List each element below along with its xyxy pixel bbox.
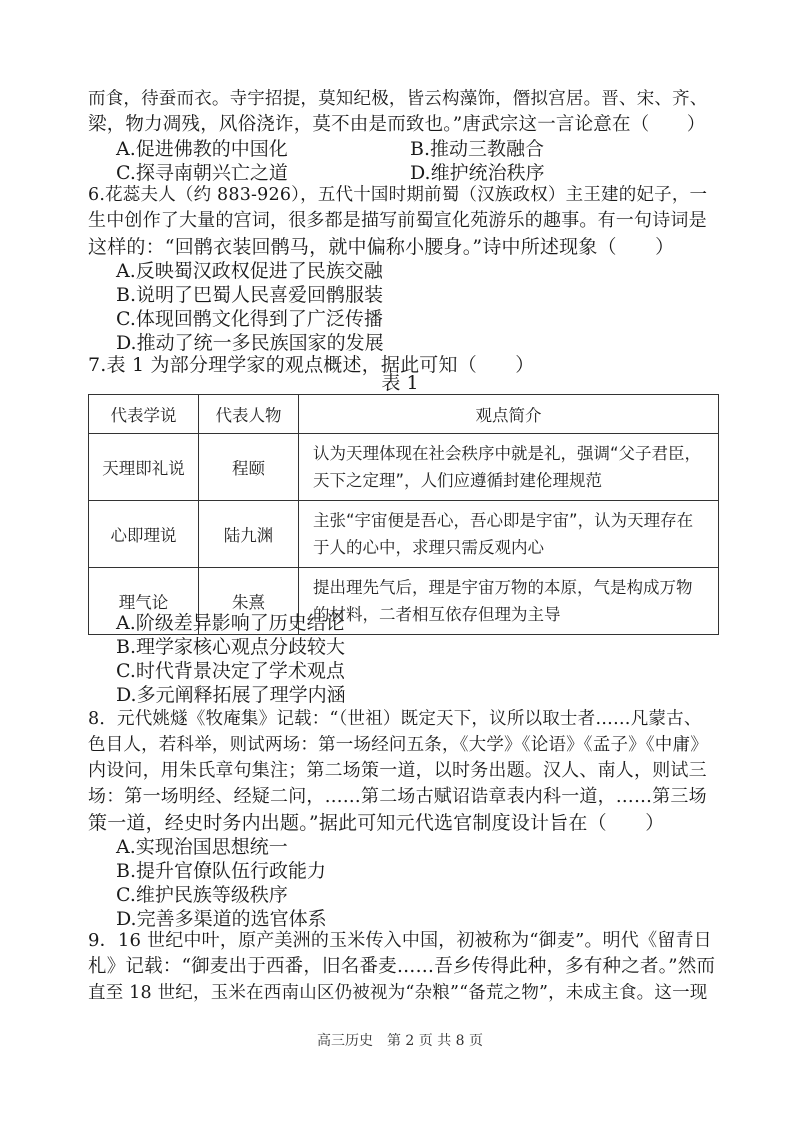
header-figure: 代表人物 [199,395,299,434]
q7-option-d: D.多元阐释拓展了理学内涵 [116,684,346,706]
q8-option-d: D.完善多渠道的选官体系 [116,908,327,930]
q7-option-b: B.理学家核心观点分歧较大 [116,636,346,658]
table-row [89,434,719,501]
q9-stem-line-2: 札》记载：“御麦出于西番，旧名番麦……吾乡传得此种，多有种之者。”然而 [88,956,716,977]
q8-stem-line-2: 色目人，若科举，则试两场：第一场经问五条，《大学》《论语》《孟子》《中庸》 [88,735,708,755]
q6-stem-line-1: 6.花蕊夫人（约 883-926），五代十国时期前蜀（汉族政权）主王建的妃子，一 [88,185,708,205]
q7-option-a: A.阶级差异影响了历史结论 [116,612,345,634]
q8-stem-line-5: 策一道，经史时务内出题。”据此可知元代选官制度设计旨在（ ） [88,812,665,834]
q8-stem-line-4: 场：第一场明经、经疑二问，……第二场古赋诏诰章表内科一道，……第三场 [88,786,707,807]
cell-summary: 提出理先气后，理是宇宙万物的本原，气是构成万物的材料，二者相互依存但理为主导 [299,568,719,635]
q8-option-b: B.提升官僚队伍行政能力 [116,860,327,882]
q6-stem-line-2: 生中创作了大量的宫词，很多都是描写前蜀宣化苑游乐的趣事。有一句诗词是 [88,210,707,231]
cell-summary: 主张“宇宙便是吾心，吾心即是宇宙”，认为天理存在于人的心中，求理只需反观内心 [299,501,719,568]
q5-option-b: B.推动三教融合 [410,138,545,160]
q5-option-d: D.维护统治秩序 [410,162,545,184]
q5-option-c: C.探寻南朝兴亡之道 [116,162,288,184]
q6-stem-line-3: 这样的：“回鹘衣装回鹘马，就中偏称小腰身。”诗中所述现象（ ） [88,236,675,258]
q6-option-d: D.推动了统一多民族国家的发展 [116,332,384,354]
q8-stem-line-1: 8．元代姚燧《牧庵集》记载：“（世祖）既定天下，议所以取士者……凡蒙古、 [88,709,702,729]
q5-stem-line-2: 梁，物力凋残，风俗浇诈，莫不由是而致也。”唐武宗这一言论意在（ ） [88,114,706,135]
cell-school: 心即理说 [89,501,199,568]
q8-stem-line-3: 内设问，用朱氏章句集注；第二场策一道，以时务出题。汉人、南人，则试三 [88,760,707,781]
q6-option-b: B.说明了巴蜀人民喜爱回鹘服装 [116,284,384,306]
header-school: 代表学说 [89,395,199,434]
q5-option-a: A.促进佛教的中国化 [116,138,288,160]
table-caption: 表 1 [381,372,419,394]
table-header-row [89,395,719,434]
cell-school: 天理即礼说 [89,434,199,501]
cell-school: 理气论 [89,568,199,635]
q7-stem: 7.表 1 为部分理学家的观点概述，据此可知（ ） [88,354,535,376]
q6-option-c: C.体现回鹘文化得到了广泛传播 [116,308,383,330]
cell-figure: 朱熹 [199,568,299,635]
q9-stem-line-1: 9．16 世纪中叶，原产美洲的玉米传入中国，初被称为“御麦”。明代《留青日 [88,930,712,951]
q5-stem-line-1: 而食，待蚕而衣。寺宇招提，莫知纪极，皆云构藻饰，僭拟宫居。晋、宋、齐、 [88,89,708,109]
theory-table [88,394,719,635]
cell-figure: 程颐 [199,434,299,501]
table-row [89,501,719,568]
cell-figure: 陆九渊 [199,501,299,568]
q7-option-c: C.时代背景决定了学术观点 [116,660,345,682]
q6-option-a: A.反映蜀汉政权促进了民族交融 [116,260,383,282]
cell-summary: 认为天理体现在社会秩序中就是礼，强调“父子君臣，天下之定理”，人们应遵循封建伦理规范 [299,434,719,501]
header-summary: 观点简介 [299,395,719,434]
q8-option-c: C.维护民族等级秩序 [116,884,288,906]
q8-option-a: A.实现治国思想统一 [116,836,288,858]
q9-stem-line-3: 直至 18 世纪，玉米在西南山区仍被视为“杂粮”“备荒之物”，未成主食。这一现 [88,983,708,1003]
page-footer: 高三历史 第 2 页 共 8 页 [316,1033,484,1049]
